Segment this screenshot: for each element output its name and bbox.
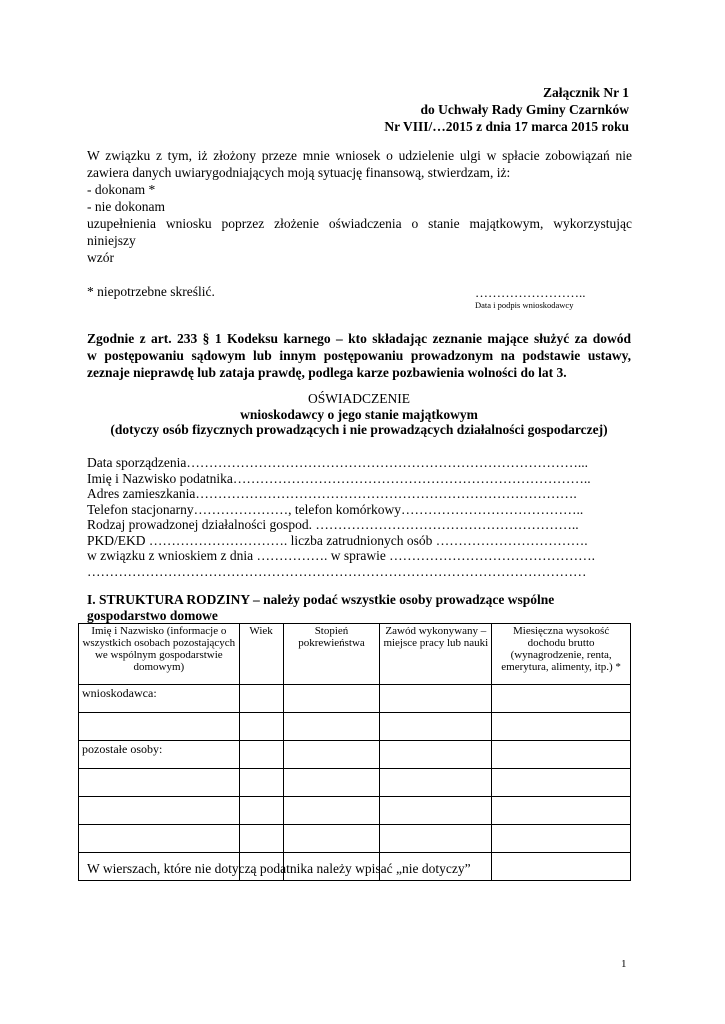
signature-caption: Data i podpis wnioskodawcy — [475, 300, 574, 310]
cell-name[interactable] — [79, 825, 240, 853]
cell-relationship[interactable] — [283, 685, 380, 713]
cell-occupation[interactable] — [380, 685, 492, 713]
section-heading — [87, 592, 635, 623]
attachment-header — [384, 84, 629, 135]
field-extra: ………………………………………………………………………………………………… — [87, 563, 587, 579]
declaration-title — [87, 391, 631, 438]
header-income: Miesięczna wysokość dochodu brutto (wynagrodzenie, renta, emerytura, alimenty, itp.) * — [492, 624, 631, 685]
field-request: w związku z wnioskiem z dnia ……………. w sprawie ………………………………………. — [87, 548, 596, 563]
intro-option-2: - nie dokonam — [87, 199, 165, 214]
header-occupation: Zawód wykonywany – miejsce pracy lub nauki — [380, 624, 492, 685]
intro-line-3: uzupełnienia wniosku poprzez złożenie oświadczenia o stanie majątkowym, wykorzystując niniejszy — [87, 216, 632, 248]
signature-dots: …………………….. — [475, 285, 586, 300]
field-address: Adres zamieszkania…………………………………………………………………………. — [87, 486, 577, 501]
row-label-applicant[interactable]: wnioskodawca: — [79, 685, 240, 713]
signature-block — [475, 286, 586, 311]
cell-name[interactable] — [79, 769, 240, 797]
field-phone: Telefon stacjonarny…………………, telefon komórkowy………………………………….. — [87, 501, 584, 517]
warning-line-2: w postępowaniu sądowym lub innym postępowaniu prowadzonym na podstawie ustawy, — [87, 348, 631, 363]
table-row — [79, 769, 631, 797]
cell-occupation[interactable] — [380, 713, 492, 741]
cell-age[interactable] — [239, 685, 283, 713]
cell-name[interactable] — [79, 797, 240, 825]
field-date: Data sporządzenia……………………………………………………………………………... — [87, 455, 588, 470]
cell-age[interactable] — [239, 741, 283, 769]
title-sub-1: wnioskodawcy o jego stanie majątkowym — [240, 406, 478, 422]
intro-line-4: wzór — [87, 250, 114, 265]
cell-income[interactable] — [492, 685, 631, 713]
cell-age[interactable] — [239, 797, 283, 825]
header-name: Imię i Nazwisko (informacje o wszystkich osobach pozostających we wspólnym gospodarstwie domowym) — [79, 624, 240, 685]
cell-relationship[interactable] — [283, 825, 380, 853]
cell-occupation[interactable] — [380, 797, 492, 825]
field-name: Imię i Nazwisko podatnika…………………………………………………………………….. — [87, 470, 591, 486]
intro-footnote: * niepotrzebne skreślić. — [87, 284, 215, 299]
table-row — [79, 797, 631, 825]
intro-statement — [87, 147, 632, 300]
cell-income[interactable] — [492, 825, 631, 853]
cell-income[interactable] — [492, 769, 631, 797]
row-label-others[interactable]: pozostałe osoby: — [79, 741, 240, 769]
header-line-3: Nr VIII/…2015 z dnia 17 marca 2015 roku — [384, 119, 629, 134]
cell-income[interactable] — [492, 853, 631, 881]
cell-age[interactable] — [239, 769, 283, 797]
cell-occupation[interactable] — [380, 769, 492, 797]
cell-age[interactable] — [239, 713, 283, 741]
cell-relationship[interactable] — [283, 741, 380, 769]
cell-name[interactable] — [79, 713, 240, 741]
table-row — [79, 713, 631, 741]
applicant-fields — [87, 455, 635, 579]
warning-line-3: zeznaje nieprawdę lub zataja prawdę, podlega karze pozbawienia wolności do lat 3. — [87, 365, 567, 380]
warning-line-1: Zgodnie z art. 233 § 1 Kodeksu karnego – kto składając zeznanie mające służyć za dowód — [87, 331, 631, 346]
section-line-2: gospodarstwo domowe — [87, 607, 218, 623]
family-structure-table — [78, 623, 631, 881]
table-row — [79, 685, 631, 713]
header-line-1: Załącznik Nr 1 — [542, 85, 629, 100]
page-number: 1 — [621, 958, 627, 970]
table-header-row — [79, 624, 631, 685]
table-row — [79, 741, 631, 769]
title-sub-2: (dotyczy osób fizycznych prowadzących i nie prowadzących działalności gospodarczej) — [110, 422, 608, 437]
cell-age[interactable] — [239, 825, 283, 853]
header-line-2: do Uchwały Rady Gminy Czarnków — [420, 102, 629, 117]
cell-income[interactable] — [492, 713, 631, 741]
table-row — [79, 825, 631, 853]
intro-option-1: - dokonam * — [87, 182, 156, 197]
title-main: OŚWIADCZENIE — [308, 391, 410, 406]
cell-occupation[interactable] — [380, 825, 492, 853]
cell-relationship[interactable] — [283, 769, 380, 797]
cell-relationship[interactable] — [283, 797, 380, 825]
cell-income[interactable] — [492, 797, 631, 825]
perjury-warning — [87, 330, 631, 381]
intro-line-1: W związku z tym, iż złożony przeze mnie wniosek o udzielenie ulgi w spłacie zobowiązań nie — [87, 148, 632, 163]
intro-line-2: zawiera danych uwiarygodniających moją sytuację finansową, stwierdzam, iż: — [87, 165, 511, 180]
section-line-1: I. STRUKTURA RODZINY – należy podać wszystkie osoby prowadzące wspólne — [87, 592, 555, 607]
cell-occupation[interactable] — [380, 741, 492, 769]
table-note: W wierszach, które nie dotyczą podatnika należy wpisać „nie dotyczy” — [87, 861, 471, 876]
header-relationship: Stopień pokrewieństwa — [283, 624, 380, 685]
cell-income[interactable] — [492, 741, 631, 769]
cell-relationship[interactable] — [283, 713, 380, 741]
field-business: Rodzaj prowadzonej działalności gospod. ………………………………………………….. — [87, 517, 579, 532]
header-age: Wiek — [239, 624, 283, 685]
intro-spacer — [87, 266, 632, 283]
field-pkd: PKD/EKD …………………………. liczba zatrudnionych osób ……………………………. — [87, 532, 588, 548]
